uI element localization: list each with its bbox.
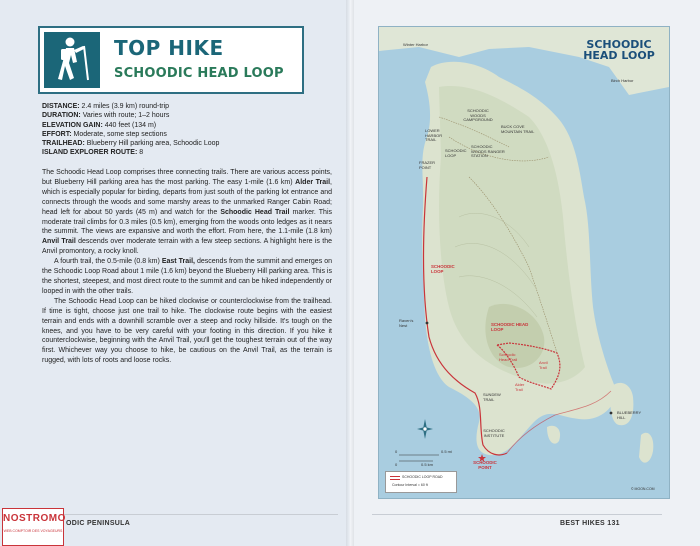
stat-value: 440 feet (134 m): [104, 121, 157, 129]
stat-row: [42, 111, 332, 120]
stat-row: [42, 139, 332, 148]
map-label-institute: SCHOODIC INSTITUTE: [483, 428, 505, 438]
ravens-nest-marker: [426, 322, 429, 325]
running-footer-left: ODIC PENINSULA: [66, 520, 131, 527]
map-graphic: [379, 27, 669, 498]
paragraph-2: [42, 257, 332, 297]
map-label-head-loop: SCHOODIC HEAD LOOP: [491, 322, 529, 332]
map-title: SCHOODIC HEAD LOOP: [583, 38, 655, 62]
map-label-sundew: SUNDEW TRAIL: [483, 392, 501, 402]
map-scale-km: 0.5 km: [421, 462, 434, 467]
island-far-right: [639, 433, 653, 463]
page-gutter: [346, 0, 354, 546]
stat-row: [42, 148, 332, 157]
map-scale-zero-km: 0: [395, 462, 398, 467]
map-legend: [385, 471, 457, 493]
legend-contour-label: Contour Interval = 60 ft: [392, 483, 428, 487]
stat-key: ISLAND EXPLORER ROUTE:: [42, 149, 138, 157]
map-scale-mi: 0.5 mi: [441, 449, 452, 454]
top-hike-label: TOP HIKE: [114, 36, 224, 60]
stat-key: EFFORT:: [42, 130, 72, 138]
text-run: marker. This moderate trail climbs for 0.3 miles (0.5 km), emerging from the woods onto ledges as it nears the summit. The views are expansive and worth the effort. From here, the 1.1-mile (1.8 km): [42, 208, 332, 236]
map-label-frazer-point: FRAZER POINT: [419, 160, 435, 170]
footer-rule: [48, 514, 338, 515]
map-label-birch-harbor: Birch Harbor: [611, 78, 634, 83]
map-label-alder-trail: Alder Trail: [515, 382, 525, 392]
stat-key: DISTANCE:: [42, 103, 80, 110]
map-label-ranger-station: SCHOODIC WOODS RANGER STATION: [471, 144, 505, 159]
stat-value: 8: [139, 149, 144, 157]
scale-bar: [399, 455, 439, 461]
text-run: A fourth trail, the 0.5-mile (0.8 km): [54, 258, 162, 266]
text-run: descends from the summit and emerges on the Schoodic Loop Road about 1 mile (1.6 km) beyond the Blueberry Hill parking area. This is the shortest, steepest, and most direct route to the summit and can be hiked independently or looped in with the other trails.: [42, 258, 332, 295]
stat-value: Blueberry Hill parking area, Schoodic Loop: [86, 140, 220, 148]
map-label-schoodic-point: SCHOODIC POINT: [473, 460, 497, 470]
legend-road-label: SCHOODIC LOOP ROAD: [402, 475, 443, 479]
map-label-buck-cove: BUCK COVE MOUNTAIN TRAIL: [501, 124, 535, 134]
stat-row: [42, 130, 332, 139]
stat-row: [42, 102, 332, 111]
stat-value: Varies with route; 1–2 hours: [82, 112, 170, 120]
text-run: , which is especially popular for birding, departs from just south of the parking lot entrance and connects through the woods and some marshy areas to the unmarked Ranger Cabin Road; head left for about 50 yards (45 m) and watch for the: [42, 178, 332, 216]
compass-icon: [417, 419, 433, 439]
map-label-schoodic-loop-top: SCHOODIC LOOP: [445, 148, 467, 158]
stamp-tagline: WEB COMPTOIR DES VOYAGEURS: [3, 529, 63, 533]
map-label-winter-harbor: Winter Harbor: [403, 42, 428, 47]
trail-map: [378, 26, 670, 499]
hiker-icon: [44, 32, 100, 88]
map-label-ravens-nest: Raven's Nest: [399, 318, 414, 328]
text-run: descends over moderate terrain with a few steep sections. A highlight here is the Anvil promontory, a rocky knoll.: [42, 238, 332, 256]
watermark-stamp: [2, 508, 64, 546]
hike-stats: [42, 102, 332, 158]
map-label-blueberry-hill: BLUEBERRY HILL: [617, 410, 642, 420]
paragraph-1: [42, 168, 332, 257]
map-scale-zero-mi: 0: [395, 449, 398, 454]
hike-name: SCHOODIC HEAD LOOP: [114, 66, 284, 81]
bold-trail-name: East Trail,: [161, 258, 195, 266]
footer-rule: [372, 514, 662, 515]
text-run: The Schoodic Head Loop comprises three connecting trails. There are various access points, but Blueberry Hill parking area has the most parking. The easy 1-mile (1.6 km): [42, 169, 332, 186]
blueberry-hill-marker: [610, 412, 613, 415]
map-credit: © MOON.COM: [631, 487, 655, 491]
map-label-lower-harbor: LOWER HARBOR TRAIL: [425, 128, 443, 143]
article-body: [42, 168, 332, 366]
paragraph-3: The Schoodic Head Loop can be hiked clockwise or counterclockwise from the trailhead. If time is tight, choose just one trail to hike. The clockwise route begins with the easiest terrain and ends with a downhill scramble over a steep and rocky hillside. It's tough on the knees, and you have to be very careful with your footing in this direction. If you hike it counterclockwise, beginning with the Anvil Trail, you'll get the toughest terrain out of the way first. Whichever way you choose to hike, be cautious on the Anvil Trail, as the terrain is rugged, with lots of roots and loose rocks.: [42, 297, 332, 365]
bold-trail-name: Alder Trail: [295, 178, 331, 186]
stat-row: [42, 121, 332, 130]
stat-key: DURATION:: [42, 112, 81, 120]
stat-key: ELEVATION GAIN:: [42, 121, 103, 129]
legend-road-swatch: [390, 476, 400, 480]
map-label-anvil-trail: Anvil Trail: [539, 360, 548, 370]
running-footer-right: BEST HIKES 131: [560, 520, 620, 527]
island-small: [547, 426, 560, 444]
map-label-woods-campground: SCHOODIC WOODS CAMPGROUND: [463, 108, 493, 123]
stamp-brand: NOSTROMO: [3, 513, 66, 524]
bold-trail-name: Anvil Trail: [42, 238, 76, 246]
top-hike-header: [38, 26, 304, 94]
stat-value: Moderate, some step sections: [73, 130, 167, 138]
map-label-schoodic-loop-red: SCHOODIC LOOP: [431, 264, 455, 274]
map-label-head-trail: Schoodic Head Trail: [499, 352, 518, 362]
stat-key: TRAILHEAD:: [42, 140, 85, 148]
stat-value: 2.4 miles (3.9 km) round-trip: [81, 103, 170, 110]
bold-trail-name: Schoodic Head Trail: [220, 208, 290, 216]
